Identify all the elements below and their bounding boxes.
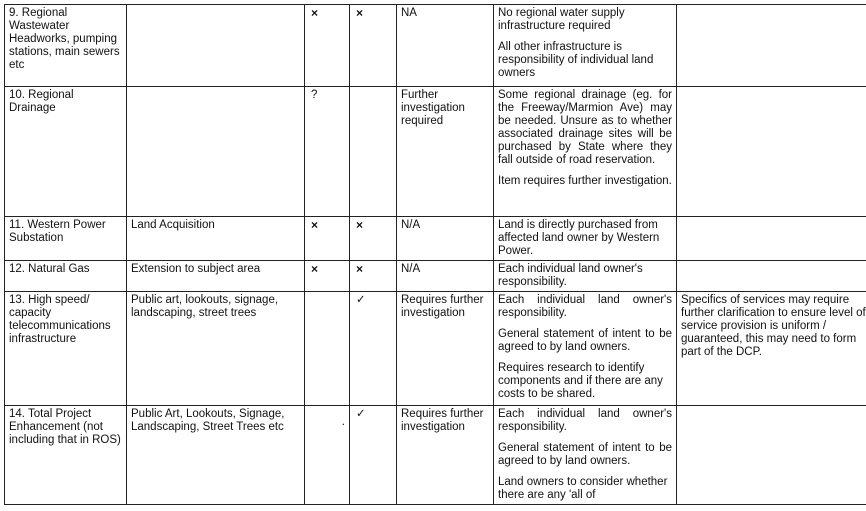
- comment-paragraph: General statement of intent to be agreed to by land owners.: [498, 328, 672, 354]
- notes-cell: [677, 217, 866, 261]
- mark-cell: ×: [350, 261, 397, 292]
- status-cell: Requires further investigation: [397, 406, 494, 505]
- infrastructure-table: [4, 4, 866, 505]
- mark-cell: .: [305, 406, 350, 505]
- comment-paragraph: Land owners to consider whether there are any 'all of: [498, 476, 672, 502]
- table-row: [5, 292, 866, 406]
- notes-cell: [677, 261, 866, 292]
- comment-paragraph: Each individual land owner's responsibility.: [498, 263, 672, 289]
- status-cell: N/A: [397, 261, 494, 292]
- works-cell: [127, 87, 305, 217]
- works-cell: Extension to subject area: [127, 261, 305, 292]
- comment-paragraph: All other infrastructure is responsibility of individual land owners: [498, 41, 672, 80]
- comments-cell: [494, 87, 677, 217]
- comments-cell: [494, 261, 677, 292]
- comments-cell: [494, 217, 677, 261]
- mark-cell: ?: [305, 87, 350, 217]
- mark-cell: ×: [350, 217, 397, 261]
- table-row: [5, 406, 866, 505]
- mark-cell: [350, 87, 397, 217]
- comment-paragraph: Land is directly purchased from affected land owner by Western Power.: [498, 219, 672, 258]
- works-cell: Public art, lookouts, signage, landscaping, street trees: [127, 292, 305, 406]
- comment-paragraph: Each individual land owner's responsibility.: [498, 294, 672, 320]
- comments-cell: [494, 406, 677, 505]
- notes-cell: [677, 87, 866, 217]
- mark-cell: ✓: [350, 292, 397, 406]
- item-cell: 11. Western Power Substation: [5, 217, 127, 261]
- item-cell: 12. Natural Gas: [5, 261, 127, 292]
- comments-cell: [494, 292, 677, 406]
- item-cell: 13. High speed/ capacity telecommunications infrastructure: [5, 292, 127, 406]
- table-row: [5, 5, 866, 87]
- item-cell: 10. Regional Drainage: [5, 87, 127, 217]
- status-cell: NA: [397, 5, 494, 87]
- mark-cell: ×: [305, 261, 350, 292]
- table-row: [5, 217, 866, 261]
- notes-cell: [677, 5, 866, 87]
- notes-cell: Specifics of services may require further clarification to ensure level of service provision is uniform / guaranteed, this may need to form part of the DCP.: [677, 292, 866, 406]
- item-cell: 9. Regional Wastewater Headworks, pumping stations, main sewers etc: [5, 5, 127, 87]
- notes-cell: [677, 406, 866, 505]
- table-row: [5, 261, 866, 292]
- mark-cell: ✓: [350, 406, 397, 505]
- mark-cell: ×: [350, 5, 397, 87]
- comment-paragraph: Some regional drainage (eg. for the Freeway/Marmion Ave) may be needed. Unsure as to whether associated drainage sites will be purchased by State where they fall outside of road reservation.: [498, 89, 672, 167]
- works-cell: [127, 5, 305, 87]
- comment-paragraph: Each individual land owner's responsibility.: [498, 408, 672, 434]
- mark-cell: ×: [305, 217, 350, 261]
- works-cell: Public Art, Lookouts, Signage, Landscaping, Street Trees etc: [127, 406, 305, 505]
- status-cell: Further investigation required: [397, 87, 494, 217]
- mark-cell: ×: [305, 5, 350, 87]
- comments-cell: [494, 5, 677, 87]
- status-cell: Requires further investigation: [397, 292, 494, 406]
- table-row: [5, 87, 866, 217]
- comment-paragraph: Item requires further investigation.: [498, 175, 672, 188]
- comment-paragraph: No regional water supply infrastructure required: [498, 7, 672, 33]
- works-cell: Land Acquisition: [127, 217, 305, 261]
- comment-paragraph: Requires research to identify components and if there are any costs to be shared.: [498, 362, 672, 401]
- status-cell: N/A: [397, 217, 494, 261]
- mark-cell: [305, 292, 350, 406]
- item-cell: 14. Total Project Enhancement (not including that in ROS): [5, 406, 127, 505]
- comment-paragraph: General statement of intent to be agreed to by land owners.: [498, 442, 672, 468]
